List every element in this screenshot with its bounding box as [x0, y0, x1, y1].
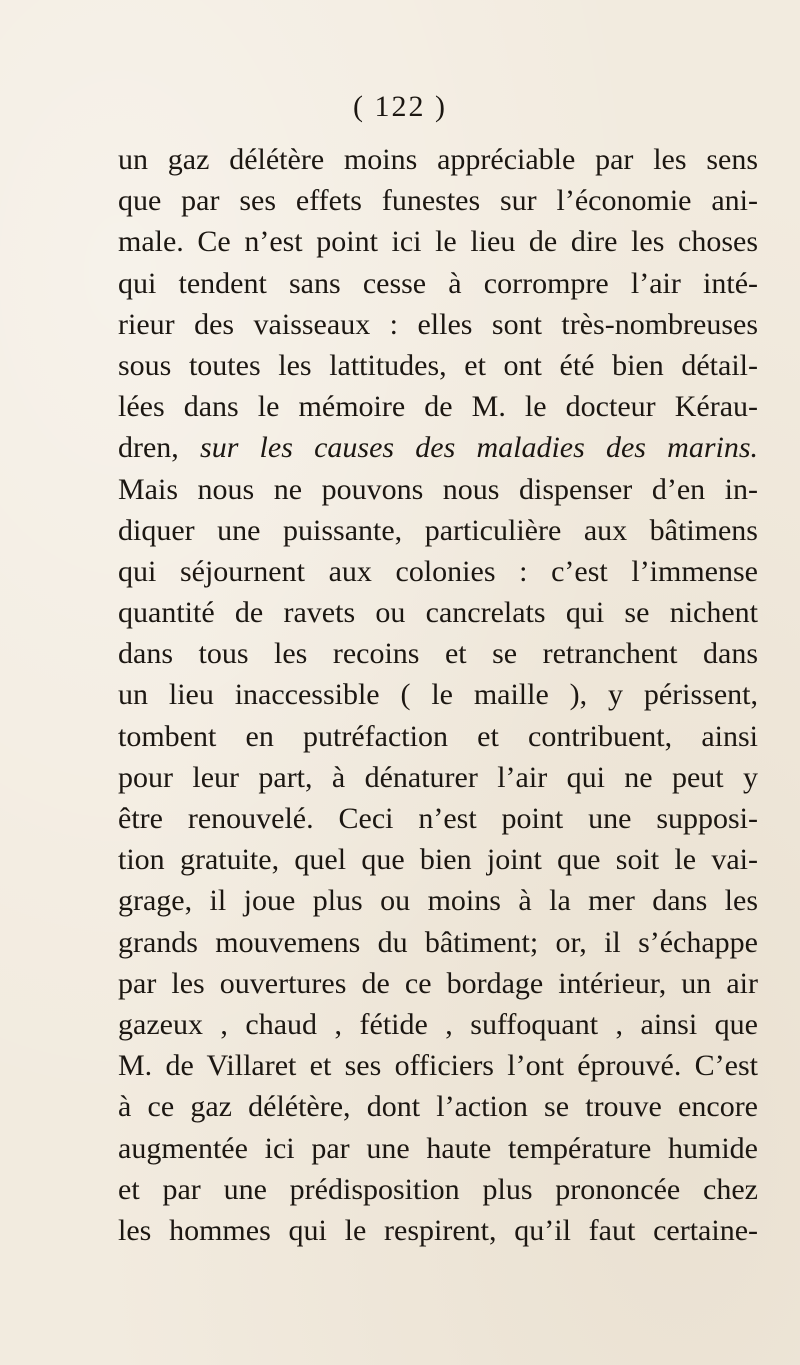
text-line: male. Ce n’est point ici le lieu de dire les choses — [118, 225, 758, 259]
text-line: un gaz délétère moins appréciable par les sens — [118, 143, 758, 176]
text-line: que par ses effets funestes sur l’économie ani- — [118, 184, 758, 218]
text-line: à ce gaz délétère, dont l’action se trouve encore — [118, 1090, 758, 1124]
text-line: M. de Villaret et ses officiers l’ont éprouvé. C’est — [118, 1049, 758, 1083]
text-line: et par une prédisposition plus prononcée chez — [118, 1172, 758, 1206]
text-line: grage, il joue plus ou moins à la mer dans les — [118, 884, 758, 918]
body-text — [118, 139, 758, 1251]
text-line: un lieu inaccessible ( le maille ), y périssent, — [118, 678, 758, 712]
text-line: tombent en putréfaction et contribuent, ainsi — [118, 719, 758, 753]
text-line: grands mouvemens du bâtiment; or, il s’échappe — [118, 925, 758, 959]
text-line: gazeux , chaud , fétide , suffoquant , ainsi que — [118, 1007, 758, 1041]
text-line: tion gratuite, quel que bien joint que soit le vai- — [118, 843, 758, 877]
text-line-prefix: dren, — [118, 431, 201, 465]
text-line: qui séjournent aux colonies : c’est l’immense — [118, 554, 758, 588]
text-line: être renouvelé. Ceci n’est point une supposi- — [118, 802, 758, 835]
text-line-with-italic-title — [118, 427, 758, 468]
italic-title: sur les causes des maladies des marins. — [200, 431, 759, 465]
text-line: dans tous les recoins et se retranchent dans — [118, 637, 758, 671]
text-line: les hommes qui le respirent, qu’il faut certaine- — [118, 1213, 758, 1247]
page-number: ( 122 ) — [353, 90, 447, 123]
text-line: par les ouvertures de ce bordage intérieur, un air — [118, 966, 758, 1000]
text-line: diquer une puissante, particulière aux bâtimens — [118, 513, 758, 547]
text-line: lées dans le mémoire de M. le docteur Kérau- — [118, 390, 758, 424]
text-line: sous toutes les lattitudes, et ont été bien détail- — [118, 348, 758, 382]
text-line: rieur des vaisseaux : elles sont très-nombreuses — [118, 307, 758, 341]
text-line: augmentée ici par une haute température humide — [118, 1131, 758, 1165]
text-line: qui tendent sans cesse à corrompre l’air inté- — [118, 266, 758, 300]
text-line: Mais nous ne pouvons nous dispenser d’en in- — [118, 472, 758, 506]
text-line: quantité de ravets ou cancrelats qui se nichent — [118, 596, 758, 630]
text-line: pour leur part, à dénaturer l’air qui ne peut y — [118, 760, 758, 794]
